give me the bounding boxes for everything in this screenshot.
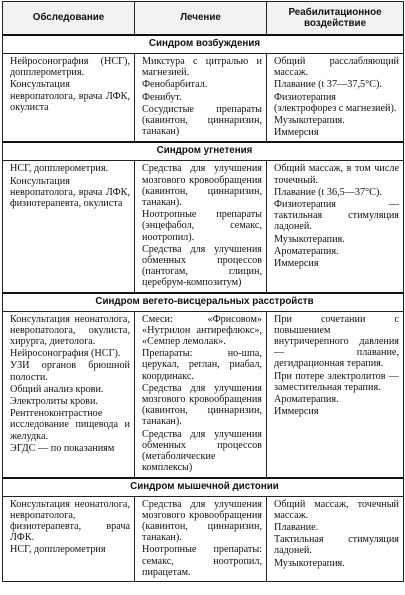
section-title-row	[3, 142, 404, 161]
section-title-row	[3, 293, 404, 312]
exam-cell	[3, 161, 135, 293]
rehab-item: Иммерсия	[274, 127, 319, 139]
treatment-item: Ноотропные препараты: семакс, ноотропил, пирацетам.	[142, 544, 262, 578]
rehabilitation-table	[2, 1, 404, 582]
rehab-item: Ароматерапия.	[274, 245, 339, 257]
rehab-item: Тактильная стимуляция ладоней.	[274, 534, 399, 557]
section-title: Синдром угнетения	[3, 142, 404, 161]
treatment-item: Фенибут.	[142, 91, 182, 103]
header-examination: Обследование	[3, 2, 135, 36]
header-treatment: Лечение	[135, 2, 267, 36]
treatment-item: Средства для улучшения мозгового кровообращения (кавинтон, циннаризин, танакан).	[142, 163, 262, 209]
treatment-item: Средства для улучшения мозгового кровообращения (кавинтон, циннаризин, танакан).	[142, 382, 262, 428]
rehab-item: Ароматерапия.	[274, 394, 339, 406]
rehab-item: Физиотерапия (электрофорез с магнезией).	[274, 91, 397, 114]
rehab-item: Общий массаж, точечный массаж.	[274, 498, 399, 521]
treatment-cell	[135, 161, 267, 293]
rehab-cell	[267, 496, 404, 581]
exam-item: Консультация невропатолога, врача ЛФК, физиотерапевта, окулиста	[10, 175, 130, 210]
table-header-row	[3, 2, 404, 36]
exam-cell	[3, 496, 135, 581]
exam-item: Нейросонография (НСГ).	[10, 348, 121, 360]
treatment-item: Средства для улучшения обменных процессов (метаболические комплексы)	[142, 428, 262, 474]
rehab-item: Иммерсия	[274, 258, 319, 270]
rehab-item: При потере электролитов — заместительная терапия.	[274, 370, 399, 393]
exam-item: УЗИ органов брюшной полости.	[10, 360, 130, 383]
rehab-item: При сочетании с повышением внутричерепного давления — плавание, дегидрационная терапия.	[274, 313, 399, 370]
section-title-row	[3, 478, 404, 497]
treatment-cell	[135, 496, 267, 581]
rehab-item: Общий расслабляющий массаж.	[274, 56, 399, 79]
exam-item: Рентгеноконтрастное исследование пищевода и желудка.	[10, 408, 130, 442]
treatment-item: Сосудистые препараты (кавинтон, циннаризин, танакан)	[142, 103, 262, 138]
section-content-row	[3, 161, 404, 293]
rehab-item: Музыкотерапия.	[274, 115, 345, 127]
exam-item: НСГ, допплерометрия	[10, 544, 106, 556]
exam-item: ЭГДС — по показаниям	[10, 442, 115, 454]
treatment-item: Ноотропные препараты (энцефабол, семакс, ноотропил).	[142, 209, 262, 243]
rehab-item: Музыкотерапия.	[274, 233, 345, 245]
treatment-item: Фенобарбитал.	[142, 79, 208, 91]
rehab-cell	[267, 54, 404, 143]
rehab-item: Плавание (t 37—37,5°С).	[274, 79, 382, 91]
section-title-row	[3, 35, 404, 54]
section-title: Синдром мышечной дистонии	[3, 478, 404, 497]
treatment-item: Смеси: «Фрисовом» «Нутрилон антирефлюкс», «Семпер лемолак».	[142, 313, 262, 348]
exam-item: Нейросонография (НСГ), допплерометрия.	[10, 56, 130, 79]
treatment-item: Средства для улучшения обменных процессов (пантогам, глицин, церебрум-композитум)	[142, 243, 262, 289]
exam-item: Консультация неонатолога, невропатолога, окулиста, хирурга, диетолога.	[10, 313, 130, 348]
treatment-item: Микстура с цитралью и магнезией.	[142, 56, 262, 79]
treatment-cell	[135, 54, 267, 143]
treatment-item: Препараты: но-шпа, церукал, реглан, риабал, координакс.	[142, 348, 262, 382]
exam-item: Общий анализ крови.	[10, 383, 104, 395]
exam-item: НСГ, допплерометрия.	[10, 163, 109, 175]
rehab-item: Физиотерапия — тактильная стимуляция ладоней.	[274, 199, 399, 233]
treatment-item: Средства для улучшения мозгового кровообращения (кавинтон, циннаризин, танакан).	[142, 498, 262, 544]
rehab-item: Музыкотерапия.	[274, 557, 345, 569]
treatment-cell	[135, 311, 267, 477]
section-content-row	[3, 496, 404, 581]
exam-item: Консультация неонатолога, невропатолога, физиотерапевта, врача ЛФК.	[10, 498, 130, 544]
rehab-item: Общий массаж, в том числе точечный.	[274, 163, 399, 186]
exam-cell	[3, 311, 135, 477]
rehab-item: Плавание.	[274, 521, 319, 533]
section-title: Синдром вегето-висцеральных расстройств	[3, 293, 404, 312]
exam-item: Консультация невропатолога, врача ЛФК, окулиста	[10, 79, 130, 113]
header-rehabilitation: Реабилитационное воздействие	[267, 2, 404, 36]
exam-cell	[3, 54, 135, 143]
section-title: Синдром возбуждения	[3, 35, 404, 54]
rehab-cell	[267, 311, 404, 477]
section-content-row	[3, 311, 404, 477]
rehab-item: Плавание (t 36,5—37°С).	[274, 186, 382, 198]
rehab-item: Иммерсия	[274, 406, 319, 418]
section-content-row	[3, 54, 404, 143]
exam-item: Электролиты крови.	[10, 396, 98, 408]
rehab-cell	[267, 161, 404, 293]
